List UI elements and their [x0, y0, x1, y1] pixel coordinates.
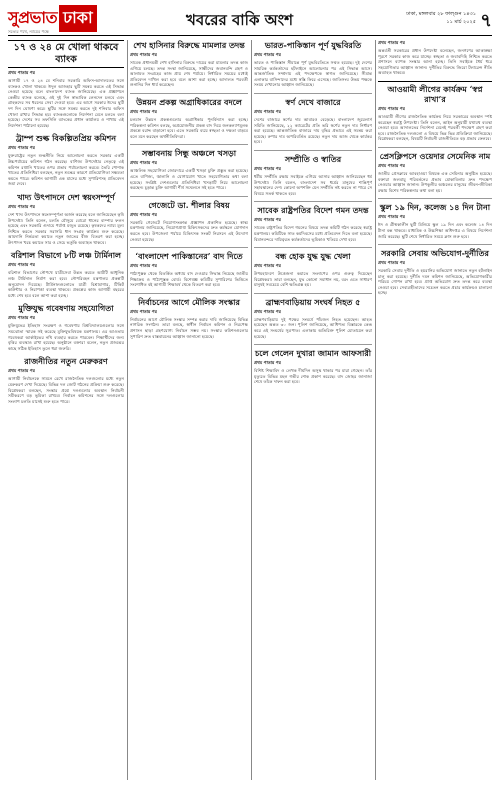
story-body: বরিশাল বিভাগের নৌপথে যাত্রীসেবা উন্নত করতে আটটি আধুনিক লঞ্চ টার্মিনাল নির্মাণ করা হবে। নৌপরিবহন মন্ত্রণালয় প্রকল্পটি অনুমোদন দিয়েছে। টার্মিনালগুলোতে যাত্রী বিশ্রামাগার, টিকিট কাউন্টার ও নিরাপত্তা ব্যবস্থা থাকবে। প্রকল্পের কাজ আগামী বছরের মধ্যে শেষ হবে বলে আশা করা হচ্ছে।: [8, 270, 124, 298]
dateline: [406, 10, 476, 26]
story-headline: গেজেটে ডা. শীলার বিষয়: [148, 199, 230, 210]
story: [8, 356, 124, 404]
story-divider: [378, 81, 492, 82]
story-divider: [378, 147, 492, 148]
story-byline: প্রথম পাতার পর: [8, 203, 35, 209]
story-headline: ব্রাহ্মণবাড়িয়ায় সংঘর্ষ নিহত ৫: [265, 296, 361, 307]
story-byline: প্রথম পাতার পর: [254, 52, 281, 57]
logo-part1: সুপ্রভাত: [8, 7, 58, 27]
tagline: সত্যের পথে, ন্যায়ের পক্ষে: [8, 29, 50, 34]
story-headline: সাবেক রাষ্ট্রপতির বিদেশ গমন তদন্ত: [257, 205, 369, 216]
story-body: অন্তর্বর্তী সরকারের প্রধান উপদেষ্টা বলেছেন, জনগণের আকাঙ্ক্ষা পূরণে সরকার কাজ করে যাচ্ছে। স্বচ্ছতা ও জবাবদিহি নিশ্চিত করতে প্রশাসনে ব্যাপক সংস্কার আনা হচ্ছে। তিনি সবাইকে ধৈর্য ধরে সহযোগিতার আহ্বান জানান। দুর্নীতির বিরুদ্ধে জিরো টলারেন্স নীতি অব্যাহত থাকবে।: [378, 48, 492, 76]
story: [130, 148, 248, 190]
story-byline: প্রথম পাতার পর: [8, 145, 35, 151]
story-headline: ভারত-পাকিস্তান পূর্ণ যুদ্ধবিরতি: [264, 40, 362, 50]
story-byline: প্রথম পাতার পর: [254, 217, 281, 223]
story-body: আগামী ১৭ ও ২৪ মে শনিবার সরকারি অফিস-আদালতের সঙ্গে ব্যাংকও খোলা থাকবে। ঈদুল আজহার ছুটি সমন্বয় করতে এই সিদ্ধান্ত নেওয়া হয়েছে বলে বাংলাদেশ ব্যাংক জানিয়েছে। এক প্রজ্ঞাপনে কেন্দ্রীয় ব্যাংক বলেছে, ওই দুই দিন স্বাভাবিক লেনদেন চলবে এবং গ্রাহকদের সব ধরনের সেবা দেওয়া হবে। এর আগে সরকার ঈদের ছুটি দশ দিন ঘোষণা করে। ছুটির সঙ্গে সমন্বয় করতে দুই শনিবার অফিস খোলা রাখার সিদ্ধান্ত হয়। ব্যাংকগুলোকে নির্দেশনা মেনে চলতে বলা হয়েছে। দেশের সব তফসিলি ব্যাংকের প্রধান কার্যালয় ও শাখায় এই নির্দেশনা পাঠানো হয়েছে।: [8, 78, 124, 128]
page-number: ৭: [480, 10, 492, 31]
story: [378, 40, 492, 76]
story: [130, 251, 248, 288]
story-body: সাবেক রাষ্ট্রপতির বিদেশ গমনের বিষয়ে তদন্ত কমিটি গঠন করেছে স্বরাষ্ট্র মন্ত্রণালয়। কমিটিকে সাত কর্মদিবসের মধ্যে প্রতিবেদন দিতে বলা হয়েছে। বিমানবন্দরে দায়িত্বরত কর্মকর্তাদের ভূমিকাও খতিয়ে দেখা হবে।: [254, 225, 372, 242]
story-divider: [254, 150, 372, 151]
column-3: [254, 40, 372, 780]
story: [254, 154, 372, 196]
story-body: সাবেক প্রধানমন্ত্রী শেখ হাসিনার বিরুদ্ধে দায়ের করা মামলার তদন্ত কাজ এগিয়ে চলছে। তদন্ত সংস্থা জানিয়েছে, সাক্ষীদের জবানবন্দি গ্রহণ ও আলামত সংগ্রহের কাজ প্রায় শেষ পর্যায়ে। নির্ধারিত সময়ের মধ্যেই প্রতিবেদন দাখিল করা হবে বলে আশা করা হচ্ছে। আদালত পরবর্তী শুনানির দিন ধার্য করেছেন।: [130, 60, 248, 88]
story-byline: প্রথম পাতার পর: [378, 105, 405, 111]
story-headline: স্কুল ১৯ দিন, কলেজ ১৪ দিন টানা: [379, 202, 491, 213]
story-byline: প্রথম পাতার পর: [130, 263, 157, 269]
story: [254, 297, 372, 339]
story-headline: রাজনীতির নতুন মেরুকরণ: [24, 356, 108, 367]
story-body: ঈদ ও গ্রীষ্মকালীন ছুটি মিলিয়ে স্কুল ১৯ দিন এবং কলেজ ১৪ দিন টানা বন্ধ থাকবে। মাধ্যমিক ও উচ্চশিক্ষা অধিদপ্তর এ বিষয়ে নির্দেশনা জারি করেছে। ছুটি শেষে নির্ধারিত সময়ে ক্লাস শুরু হবে।: [378, 222, 492, 239]
story-headline: ১৭ ও ২৪ মে খোলা থাকবে ব্যাংক: [8, 40, 124, 68]
story-body: সরকারি গেজেটে নিয়োগসংক্রান্ত প্রজ্ঞাপন প্রকাশিত হয়েছে। স্বাস্থ্য মন্ত্রণালয় জানিয়েছে, নিয়োগপ্রাপ্ত চিকিৎসকদের দ্রুত কর্মস্থলে যোগদান করতে হবে। উপজেলা পর্যায়ে চিকিৎসক সংকট নিরসনে এই উদ্যোগ নেওয়া হয়েছে।: [130, 219, 248, 242]
story: [378, 151, 492, 193]
story-body: যুক্তরাষ্ট্রের নতুন শুল্কনীতি নিয়ে আলোচনা করতে সরকার একটি উচ্চপর্যায়ের কমিশন গঠন করেছে। বাণিজ্য উপদেষ্টার নেতৃত্বে এই কমিশন রপ্তানি খাতের ওপর প্রভাব পর্যালোচনা করবে। তৈরি পোশাক খাতের প্রতিনিধিরা বলছেন, নতুন শুল্কের কারণে প্রতিযোগিতা সক্ষমতা কমতে পারে। কমিশন আগামী এক মাসের মধ্যে সুপারিশসহ প্রতিবেদন জমা দেবে।: [8, 153, 124, 187]
story-headline: স্বর্ণ দেখে বাজারে: [285, 96, 341, 107]
story-byline: প্রথম পাতার পর: [8, 70, 35, 75]
date-line1: ঢাকা, মঙ্গলবার ২৮ ফাল্গুন ১৪৩১: [406, 11, 476, 17]
story-byline: প্রথম পাতার পর: [378, 40, 405, 45]
column-1: [8, 40, 124, 780]
story-headline: খাদ্য উৎপাদনে দেশ স্বয়ংসম্পূর্ণ: [17, 191, 115, 202]
story-headline: সরকারি সেবায় অভিযোগ-দুর্নীতির: [381, 248, 489, 259]
story: [254, 40, 372, 88]
story: [8, 303, 124, 351]
story-byline: প্রথম পাতার পর: [130, 52, 157, 57]
column-4: [378, 40, 492, 780]
column-rule: [127, 40, 128, 780]
story-headline: বন্ধ হোক যুদ্ধ যুদ্ধ খেলা: [275, 251, 351, 262]
story-byline: প্রথম পাতার পর: [254, 263, 281, 269]
story-body: সরকারি সেবায় দুর্নীতি ও হয়রানির অভিযোগ জানাতে নতুন হটলাইন চালু করা হয়েছে। দুর্নীতি দমন কমিশন জানিয়েছে, অভিযোগকারীর পরিচয় গোপন রাখা হবে। প্রাপ্ত অভিযোগ দ্রুত তদন্ত করে ব্যবস্থা নেওয়া হবে। সেবাগ্রহীতাদের সচেতন করতে প্রচার কার্যক্রমও চালানো হচ্ছে।: [378, 268, 492, 296]
story-body: উপমহাদেশে উত্তেজনা কমাতে সংলাপের ওপর গুরুত্ব দিয়েছেন বিশ্লেষকরা। তারা বলছেন, যুদ্ধ কোনো সমাধান নয়, বরং এতে সাধারণ মানুষই সবচেয়ে বেশি ক্ষতিগ্রস্ত হয়।: [254, 271, 372, 288]
story: [130, 97, 248, 139]
story: [8, 133, 124, 187]
story: [8, 192, 124, 246]
masthead: [8, 6, 492, 36]
logo-part2: ঢাকা: [59, 5, 97, 32]
story: [254, 97, 372, 145]
story-divider: [130, 144, 248, 145]
story: [8, 40, 124, 128]
story-headline: ট্রাম্প শুল্ক বিকল্পিতপ্রিয় কমিশন: [15, 133, 117, 144]
story-headline: উন্নয়ন প্রকল্প অগ্রাধিকারের বদলে: [136, 96, 242, 107]
story-body: আঞ্চলিক সহযোগিতা জোরদারে একটি খসড়া চুক্তি প্রস্তুত করা হয়েছে। এতে বাণিজ্য, জ্বালানি ও যোগাযোগ খাতে সহযোগিতার কথা বলা হয়েছে। সংশ্লিষ্ট দেশগুলোর প্রতিনিধিরা খসড়াটি নিয়ে আলোচনা করছেন। চূড়ান্ত চুক্তি আগামী শীর্ষ সম্মেলনে সই হতে পারে।: [130, 168, 248, 191]
story-byline: প্রথম পাতার পর: [8, 315, 35, 321]
story-body: বিশিষ্ট শিক্ষাবিদ ও লেখক দীর্ঘদিন অসুস্থ থাকার পর মারা গেছেন। তাঁর মৃত্যুতে বিভিন্ন মহল গভীর শোক প্রকাশ করেছে। বাদ জোহর জানাজা শেষে তাঁকে দাফন করা হবে।: [254, 368, 372, 385]
story-headline: সম্প্রীতি ও স্বাতির: [284, 153, 342, 164]
story-byline: প্রথম পাতার পর: [254, 108, 281, 114]
story: [254, 251, 372, 288]
story-byline: প্রথম পাতার পর: [8, 262, 35, 268]
story-divider: [254, 201, 372, 202]
story: [130, 200, 248, 242]
story-divider: [130, 93, 248, 94]
story-body: পাঠ্যপুস্তক থেকে বিতর্কিত অধ্যায় বাদ দেওয়ার সিদ্ধান্ত নিয়েছে জাতীয় শিক্ষাক্রম ও পাঠ্যপুস্তক বোর্ড। বিশেষজ্ঞ কমিটির সুপারিশের ভিত্তিতে সংশোধিত বই আগামী শিক্ষাবর্ষ থেকে বিতরণ করা হবে।: [130, 271, 248, 288]
story-byline: প্রথম পাতার পর: [254, 165, 281, 171]
story-headline: সম্ভাবনায় সিন্ধু অঞ্চলে খসড়া: [141, 148, 237, 159]
story-byline: প্রথম পাতার পর: [130, 108, 157, 114]
story-divider: [254, 344, 372, 345]
story-body: মুক্তিযুদ্ধের ইতিহাস সংরক্ষণ ও গবেষণায় বিশ্ববিদ্যালয়গুলোর সঙ্গে সমঝোতা স্মারক সই করেছে মুক্তিযুদ্ধবিষয়ক মন্ত্রণালয়। এর আওতায় গবেষকরা আর্কাইভের নথি ব্যবহার করতে পারবেন। শিক্ষার্থীদের জন্য বৃত্তির ব্যবস্থাও রাখা হয়েছে। অনুষ্ঠানে বক্তারা বলেন, নতুন প্রজন্মের কাছে সঠিক ইতিহাস তুলে ধরা জরুরি।: [8, 323, 124, 351]
story-headline: আওয়ামী লীগের কার্যক্রম ‘স্বপ্ন রাখা’র: [387, 83, 483, 104]
story-headline: মুক্তিযুদ্ধ গবেষণায় সহযোগিতা: [18, 303, 114, 314]
story-headline: ‘বাংলাদেশ পাকিস্তানের’ বাদ দিতে: [135, 251, 243, 262]
story: [378, 248, 492, 296]
story-divider: [254, 247, 372, 248]
story-divider: [378, 198, 492, 199]
story-body: চলমান উন্নয়ন প্রকল্পগুলোর অগ্রাধিকার পুনর্বিন্যাস করা হচ্ছে। পরিকল্পনা কমিশন বলছে, অপ্রয়োজনীয় প্রকল্প বাদ দিয়ে জনকল্যাণমূলক প্রকল্পে বরাদ্দ বাড়ানো হবে। এতে সরকারি ব্যয়ে স্বচ্ছতা ও দক্ষতা বাড়বে বলে মনে করছেন অর্থনীতিবিদরা।: [130, 116, 248, 139]
story-byline: প্রথম পাতার পর: [130, 308, 157, 314]
story-body: আওয়ামী লীগের রাজনৈতিক কার্যক্রম নিয়ে সরকারের অবস্থান স্পষ্ট করেছেন স্বরাষ্ট্র উপদেষ্টা। তিনি বলেন, আইন অনুযায়ী যথাযথ ব্যবস্থা নেওয়া হবে। আদালতের নির্দেশনা মেনেই পরবর্তী পদক্ষেপ গ্রহণ করা হবে। রাজনৈতিক দলগুলো এ বিষয়ে ভিন্ন ভিন্ন প্রতিক্রিয়া জানিয়েছে। বিশ্লেষকরা বলছেন, বিষয়টি নির্বাচনী রাজনীতিতে বড় প্রভাব ফেলবে।: [378, 113, 492, 142]
story-divider: [130, 293, 248, 294]
story-byline: প্রথম পাতার পর: [378, 260, 405, 266]
story-body: দেশের বাজারে স্বর্ণের দাম আবারও বেড়েছে। বাংলাদেশ জুয়েলার্স সমিতি জানিয়েছে, ২২ ক্যারেটের প্রতি ভরি স্বর্ণের নতুন দাম নির্ধারণ করা হয়েছে। আন্তর্জাতিক বাজারে দাম বৃদ্ধির প্রভাবে এই সমন্বয় করা হয়েছে। রুপার দাম অপরিবর্তিত রয়েছে। নতুন দাম আজ থেকে কার্যকর হবে।: [254, 116, 372, 145]
story-byline: প্রথম পাতার পর: [130, 211, 157, 217]
story-divider: [254, 293, 372, 294]
story-body: দেশ খাদ্য উৎপাদনে স্বয়ংসম্পূর্ণতা অর্জন করেছে বলে জানিয়েছেন কৃষি উপদেষ্টা। তিনি বলেন, চলতি মৌসুমে বোরো ধানের বাম্পার ফলন হয়েছে এবং সরকারি গুদামে পর্যাপ্ত মজুত রয়েছে। কৃষকদের ন্যায্য মূল্য নিশ্চিত করতে সরকার সরাসরি ধান সংগ্রহ কার্যক্রম শুরু করেছে। আমদানি নির্ভরতা কমাতে নতুন জাতের বীজ বিতরণ করা হচ্ছে। উৎপাদন খরচ কমাতে সার ও সেচে ভর্তুকি অব্যাহত থাকবে।: [8, 211, 124, 245]
story-byline: প্রথম পাতার পর: [378, 162, 405, 168]
story-headline: প্রেসক্লিপসে ওয়েদার সেমেনিক নাম: [379, 150, 491, 161]
story-body: আগামী নির্বাচনকে সামনে রেখে রাজনৈতিক দলগুলোর মধ্যে নতুন মেরুকরণ দেখা দিয়েছে। বিভিন্ন দল জোট গঠনের প্রক্রিয়া শুরু করেছে। বিশ্লেষকরা বলছেন, সংস্কার প্রশ্নে দলগুলোর অবস্থান নির্বাচনী সমীকরণে বড় ভূমিকা রাখবে। নির্বাচন কমিশনের সঙ্গে দলগুলোর সংলাপ চলতি মাসেই শুরু হতে পারে।: [8, 376, 124, 404]
story-body: ধর্মীয় সম্প্রীতি রক্ষায় সবাইকে এগিয়ে আসার আহ্বান জানিয়েছেন ধর্ম উপদেষ্টা। তিনি বলেন, বাংলাদেশ সব ধর্মের মানুষের শান্তিপূর্ণ সহাবস্থানের দেশ। কোনো অপশক্তি যেন সম্প্রীতি নষ্ট করতে না পারে সে বিষয়ে সতর্ক থাকতে হবে।: [254, 173, 372, 196]
story: [254, 205, 372, 242]
story: [378, 202, 492, 239]
story: [8, 250, 124, 298]
story-headline: চলে গেলেন দুখারা জামান আফসারী: [254, 348, 372, 359]
story-byline: প্রথম পাতার পর: [378, 214, 405, 220]
story: [130, 297, 248, 339]
story-headline: বরিশাল বিভাগে ৮টি লঞ্চ টার্মিনাল: [10, 250, 122, 261]
story: [378, 84, 492, 142]
page-body: [8, 40, 492, 780]
story-body: নির্বাচনের আগে মৌলিক সংস্কার সম্পন্ন করার দাবি জানিয়েছে বিভিন্ন নাগরিক সংগঠন। তারা বলছে, স্বাধীন নির্বাচন কমিশন ও নিরপেক্ষ প্রশাসন ছাড়া গ্রহণযোগ্য নির্বাচন সম্ভব নয়। সংস্কার কমিশনগুলোর সুপারিশ দ্রুত বাস্তবায়নের আহ্বান জানানো হয়েছে।: [130, 316, 248, 339]
newspaper-logo: [8, 6, 97, 30]
section-title: খবরের বাকি অংশ: [186, 11, 293, 29]
story-divider: [130, 247, 248, 248]
story-headline: শেখ হাসিনার বিরুদ্ধে মামলার তদন্ত: [133, 40, 245, 50]
story-body: জাতীয় প্রেসক্লাবে আবহাওয়া বিষয়ক এক সেমিনার অনুষ্ঠিত হয়েছে। বক্তারা জলবায়ু পরিবর্তনের প্রভাব মোকাবিলায় দ্রুত পদক্ষেপ নেওয়ার আহ্বান জানান। উপকূলীয় অঞ্চলের মানুষের জীবন-জীবিকা রক্ষায় বিশেষ পরিকল্পনার কথা বলা হয়।: [378, 170, 492, 193]
story-byline: প্রথম পাতার পর: [254, 308, 281, 314]
story: [130, 40, 248, 88]
story-byline: প্রথম পাতার পর: [130, 160, 157, 166]
story-divider: [130, 196, 248, 197]
story-body: ব্রাহ্মণবাড়িয়ায় দুই পক্ষের সংঘর্ষে পাঁচজন নিহত হয়েছেন। আহত হয়েছেন অন্তত ৩০ জন। পুলিশ জানিয়েছে, আধিপত্য বিস্তারকে কেন্দ্র করে এই সংঘর্ষের সূত্রপাত। এলাকায় অতিরিক্ত পুলিশ মোতায়েন করা হয়েছে।: [254, 316, 372, 339]
date-line2: ১১ মার্চ ২০২৫: [446, 19, 476, 25]
story-byline: প্রথম পাতার পর: [254, 360, 281, 366]
column-rule: [251, 40, 252, 780]
column-2: [130, 40, 248, 780]
story-divider: [378, 244, 492, 245]
column-rule: [375, 40, 376, 780]
story-body: ভারত ও পাকিস্তান সীমান্তে পূর্ণ যুদ্ধবিরতিতে সম্মত হয়েছে। দুই দেশের সামরিক কর্মকর্তাদের হটলাইনে আলোচনার পর এই সিদ্ধান্ত আসে। আন্তর্জাতিক সম্প্রদায় এই পদক্ষেপকে স্বাগত জানিয়েছে। সীমান্ত এলাকার বাসিন্দাদের মধ্যে স্বস্তি ফিরে এসেছে। জাতিসংঘ উভয় পক্ষকে সংযম দেখানোর আহ্বান জানিয়েছে।: [254, 60, 372, 88]
story: [254, 348, 372, 385]
story-divider: [254, 93, 372, 94]
story-headline: নির্বাচনের আগে মৌলিক সংস্কার: [138, 296, 240, 307]
story-byline: প্রথম পাতার পর: [8, 368, 35, 374]
